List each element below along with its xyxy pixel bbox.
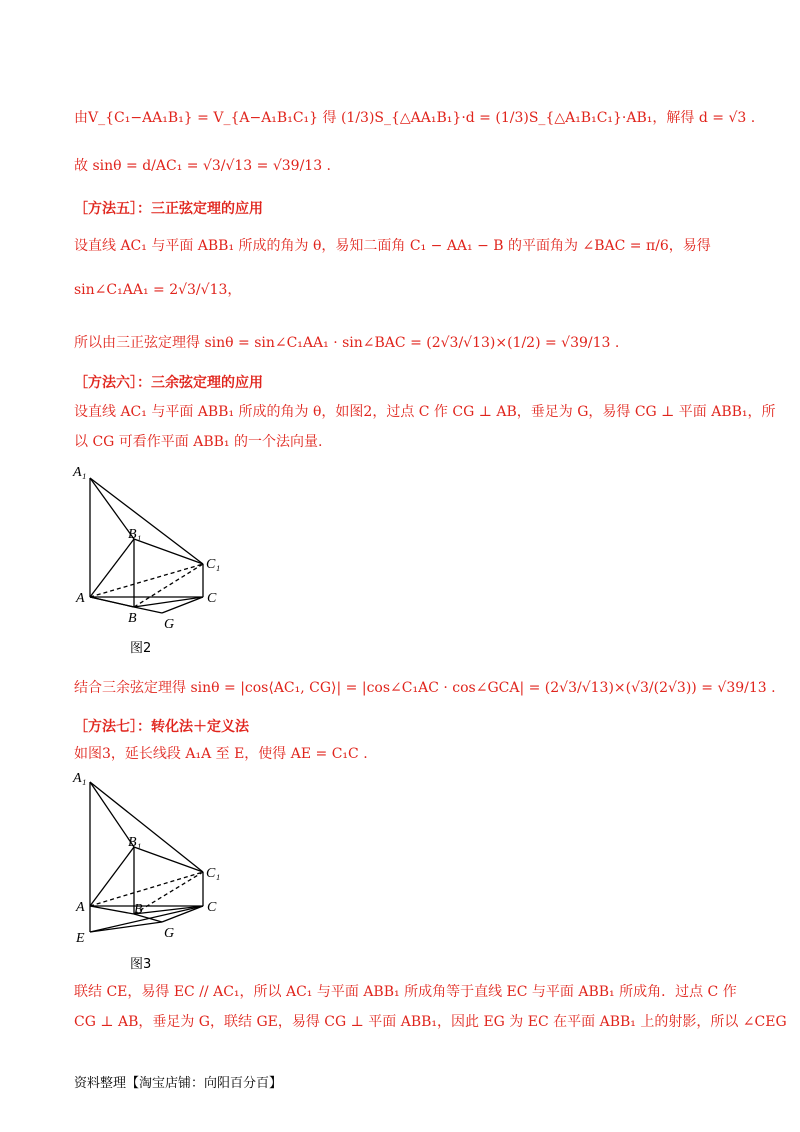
heading-method-seven: ［方法七］：转化法＋定义法 xyxy=(74,719,249,735)
edge-b-c xyxy=(134,597,203,607)
figure-3-diagram xyxy=(70,772,230,950)
label-e: E xyxy=(76,931,85,946)
edge-a1-c1 xyxy=(90,478,203,564)
line-method-six-setup: 设直线 AC₁ 与平面 ABB₁ 所成的角为 θ，如图2，过点 C 作 CG ⊥ AB，垂足为 G，易得 CG ⊥ 平面 ABB₁，所 xyxy=(74,404,776,420)
label-b1: B₁ xyxy=(128,835,142,850)
label-b: B xyxy=(134,902,143,917)
figure-3-caption: 图3 xyxy=(130,957,152,972)
line-connect-ce: 联结 CE，易得 EC // AC₁，所以 AC₁ 与平面 ABB₁ 所成角等于直线 EC 与平面 ABB₁ 所成角．过点 C 作 xyxy=(74,984,737,1000)
edge-b1-a xyxy=(90,539,134,597)
label-c: C xyxy=(207,591,217,606)
label-b1: B₁ xyxy=(128,527,142,542)
line-three-cosine-result: 结合三余弦定理得 sinθ = |cos⟨AC₁, CG⟩| = |cos∠C₁AC · cos∠GCA| = (2√3/√13)×(√3/(2√3)) = √39/13 . xyxy=(74,680,776,696)
edge-a-c1-dashed xyxy=(90,872,203,906)
edge-b1-c1 xyxy=(134,847,203,872)
edge-a-b xyxy=(90,906,134,914)
label-c: C xyxy=(207,900,217,915)
line-three-sine-result: 所以由三正弦定理得 sinθ = sin∠C₁AA₁ · sin∠BAC = (2√3/√13)×(1/2) = √39/13 . xyxy=(74,335,620,351)
line-extend-segment: 如图3，延长线段 A₁A 至 E，使得 AE = C₁C . xyxy=(74,746,368,762)
line-normal-vector: 以 CG 可看作平面 ABB₁ 的一个法向量. xyxy=(74,434,323,450)
line-volume-equation: 由V_{C₁−AA₁B₁} = V_{A−A₁B₁C₁} 得 (1/3)S_{△AA₁B₁}·d = (1/3)S_{△A₁B₁C₁}·AB₁，解得 d = √3 . xyxy=(74,110,756,126)
footer-source: 资料整理【淘宝店铺：向阳百分百】 xyxy=(74,1076,283,1091)
edge-a1-c1 xyxy=(90,782,203,872)
label-a1: A₁ xyxy=(73,465,87,480)
edge-e-c xyxy=(90,906,203,932)
edge-b-a2 xyxy=(90,597,134,607)
line-sin-c1aa1: sin∠C₁AA₁ = 2√3/√13， xyxy=(74,282,242,298)
edge-b-g xyxy=(134,607,162,613)
edge-a-c1-dashed xyxy=(90,564,203,597)
edge-b1-c1 xyxy=(134,539,203,564)
heading-method-six: ［方法六］：三余弦定理的应用 xyxy=(74,375,263,391)
figure-2-diagram xyxy=(70,458,230,633)
label-a: A xyxy=(76,900,85,915)
label-g: G xyxy=(164,926,175,941)
edge-b1-a xyxy=(90,847,134,906)
heading-method-five: ［方法五］：三正弦定理的应用 xyxy=(74,201,263,217)
label-b: B xyxy=(128,611,137,626)
label-c1: C₁ xyxy=(206,866,221,881)
line-sin-theta-result: 故 sinθ = d/AC₁ = √3/√13 = √39/13 . xyxy=(74,158,332,174)
label-a: A xyxy=(76,591,85,606)
label-a1: A₁ xyxy=(73,772,87,786)
label-g: G xyxy=(164,617,175,632)
line-projection: CG ⊥ AB，垂足为 G，联结 GE，易得 CG ⊥ 平面 ABB₁，因此 EG 为 EC 在平面 ABB₁ 上的射影，所以 ∠CEG xyxy=(74,1014,787,1030)
label-c1: C₁ xyxy=(206,557,221,572)
figure-2-caption: 图2 xyxy=(130,641,152,656)
line-method-five-setup: 设直线 AC₁ 与平面 ABB₁ 所成的角为 θ，易知二面角 C₁ − AA₁ − B 的平面角为 ∠BAC = π/6，易得 xyxy=(74,238,711,254)
